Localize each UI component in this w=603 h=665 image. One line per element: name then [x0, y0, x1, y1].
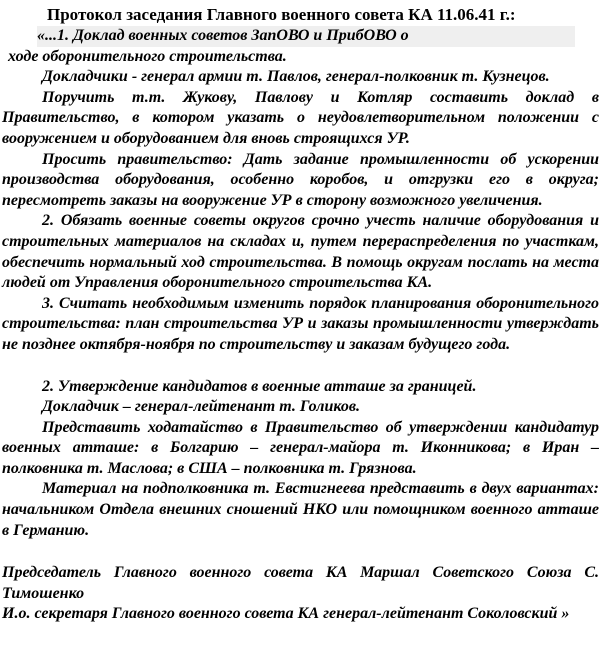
section2-paragraph-1: Представить ходатайство в Правительство об утверждении кандидатур военных атташе: в Болгарию – генерал-майора т. Иконникова; в Иран – полковника т. Маслова; в США – полковника т. Грязнова.	[2, 418, 599, 477]
section1-speakers: Докладчики - генерал армии т. Павлов, генерал-полковник т. Кузнецов.	[42, 68, 550, 86]
section1-paragraph-2: Просить правительство: Дать задание промышленности об ускорении производства оборудования, особенно коробов, и отгрузки его в округа; пересмотреть заказы на вооружение УР в сторону возможного увеличения.	[2, 150, 599, 209]
section1-paragraph-4: 3. Считать необходимым изменить порядок планирования оборонительного строительства: план строительства УР и заказы промышленности утверждать не позднее октября-ноября по строительству и заказам будущего года.	[2, 294, 599, 353]
chairman-signature: Председатель Главного военного совета КА Маршал Советского Союза С. Тимошенко	[2, 564, 599, 602]
section1-paragraph-1: Поручить т.т. Жукову, Павлову и Котляр составить доклад в Правительство, в котором указать о неудовлетворительном положении с вооружением и оборудованием для вновь строящихся УР.	[2, 88, 599, 147]
section-spacer	[2, 356, 599, 377]
section2-heading: 2. Утверждение кандидатов в военные атташе за границей.	[42, 377, 477, 395]
section1-heading: «...1. Доклад военных советов ЗапОВО и ПрибОВО о	[37, 26, 575, 47]
secretary-signature: И.о. секретаря Главного военного совета КА генерал-лейтенант Соколовский »	[2, 605, 570, 623]
section1-heading-continuation: ходе оборонительного строительства.	[8, 47, 287, 65]
section1-paragraph-3: 2. Обязать военные советы округов срочно учесть наличие оборудования и строительных материалов на складах и, путем перераспределения по участкам, обеспечить нормальный ход строительства. В помощь округам послать на места людей от Управления оборонительного строительства КА.	[2, 212, 599, 292]
section2-speaker: Докладчик – генерал-лейтенант т. Голиков.	[42, 398, 361, 416]
signature-spacer	[2, 541, 599, 563]
document-body	[2, 26, 599, 625]
section2-paragraph-2: Материал на подполковника т. Евстигнеева представить в двух вариантах: начальником Отдела внешних сношений НКО или помощником военного атташе в Германию.	[2, 480, 599, 539]
document-title: Протокол заседания Главного военного совета КА 11.06.41 г.:	[47, 5, 516, 24]
